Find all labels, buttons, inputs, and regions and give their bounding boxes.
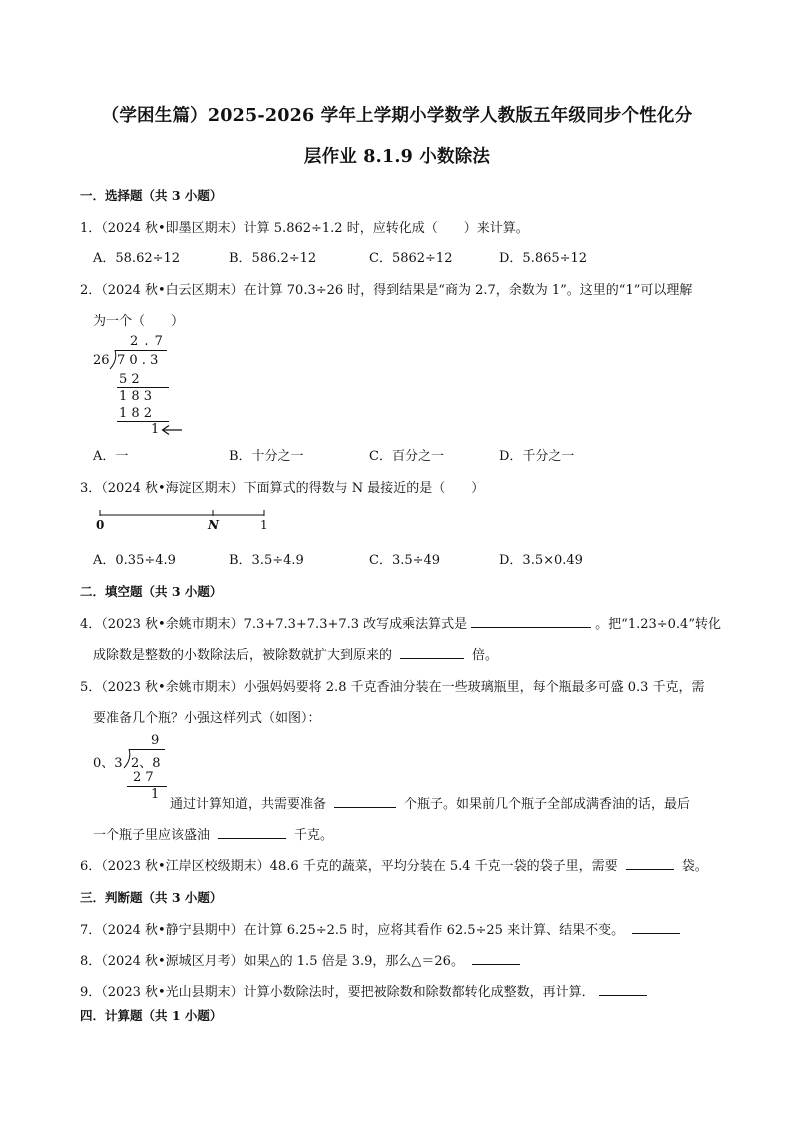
number-line-axis: [93, 509, 273, 521]
question-9-line: [80, 981, 651, 1000]
q6-text-a: 6．（2023 秋•江岸区校级期末）48.6 千克的蔬菜，平均分装在 5.4 千克一袋的袋子里，需要: [80, 859, 618, 874]
q2-option-c: C．百分之一: [369, 449, 444, 464]
q1-option-c: C．5862÷12: [369, 251, 453, 266]
q5-text-c1: 通过计算知道，共需要准备: [170, 797, 327, 812]
q4-text-b2: 倍。: [472, 648, 499, 663]
q1-option-a: A．58.62÷12: [93, 251, 181, 266]
q4-text-a2: 。把“1.23÷0.4”转化: [595, 617, 721, 632]
q5-step-1: 2 7: [133, 770, 154, 785]
q7-text: 7．（2024 秋•静宁县期中）在计算 6.25÷2.5 时，应将其看作 62.5÷25 来计算、结果不变。: [80, 923, 625, 938]
question-4-line-1: [80, 613, 721, 632]
q8-blank[interactable]: [472, 951, 520, 965]
q3-option-b: B．3.5÷4.9: [229, 553, 304, 568]
q3-option-c: C．3.5÷49: [369, 553, 441, 568]
q5-quotient: 9: [151, 733, 160, 748]
q5-long-division-figure: [93, 733, 173, 805]
question-4-line-2: [93, 644, 498, 663]
q2-step-1: 5 2: [119, 372, 140, 387]
q6-blank[interactable]: [626, 856, 674, 870]
q5-blank-2[interactable]: [218, 825, 286, 839]
q2-long-division-figure: [93, 334, 203, 438]
q3-option-d: D．3.5×0.49: [499, 553, 583, 568]
q2-step-2: 1 8 3: [119, 389, 153, 404]
question-5-stem-b: 要准备几个瓶？小强这样列式（如图）：: [93, 711, 321, 726]
number-line-label-1: 1: [260, 518, 268, 532]
q2-dividend: 7 0 . 3: [117, 353, 159, 368]
section-heading-calc: 四．计算题（共 1 小题）: [80, 1008, 223, 1023]
q3-option-a: A．0.35÷4.9: [93, 553, 176, 568]
q5-text-c2: 个瓶子。如果前几个瓶子全部成满香油的话，最后: [404, 797, 691, 812]
q2-option-b: B．十分之一: [229, 449, 304, 464]
q8-text: 8．（2024 秋•源城区月考）如果△的 1.5 倍是 3.9，那么△＝26。: [80, 954, 464, 969]
q6-text-b: 袋。: [681, 859, 708, 874]
q4-blank-1[interactable]: [471, 614, 591, 628]
question-1-stem: 1．（2024 秋•即墨区期末）计算 5.862÷1.2 时，应转化成（ ）来计算。: [80, 221, 529, 236]
q4-blank-2[interactable]: [400, 645, 464, 659]
q5-blank-1[interactable]: [334, 794, 396, 808]
q1-option-b: B．586.2÷12: [229, 251, 317, 266]
question-5-line-d: [93, 824, 333, 843]
q2-quotient: 2 . 7: [130, 334, 164, 349]
q2-option-a: A．一: [93, 449, 129, 464]
q2-step-3: 1 8 2: [119, 406, 153, 421]
question-3-stem: 3．（2024 秋•海淀区期末）下面算式的得数与 N 最接近的是（ ）: [80, 481, 485, 496]
q7-blank[interactable]: [632, 920, 680, 934]
q1-option-d: D．5.865÷12: [499, 251, 588, 266]
question-5-stem-a: 5．（2023 秋•余姚市期末）小强妈妈要将 2.8 千克香油分装在一些玻璃瓶里，每个瓶最多可盛 0.3 千克，需: [80, 680, 705, 695]
q5-text-d2: 千克。: [294, 828, 334, 843]
page-title-line1: （学困生篇）2025-2026 学年上学期小学数学人教版五年级同步个性化分: [101, 106, 693, 126]
question-7-line: [80, 919, 684, 938]
question-2-stem-a: 2．（2024 秋•白云区期末）在计算 70.3÷26 时，得到结果是“商为 2.7，余数为 1”。这里的“1”可以理解: [80, 283, 693, 298]
question-6-line: [80, 855, 708, 874]
q5-divisor: 0、3: [93, 756, 123, 771]
page-title-line2: 层作业 8.1.9 小数除法: [303, 147, 491, 167]
q9-blank[interactable]: [599, 982, 647, 996]
number-line-label-n: N: [208, 518, 219, 532]
question-2-stem-b: 为一个（ ）: [93, 314, 185, 329]
number-line-label-0: 0: [96, 518, 105, 532]
q2-option-d: D．千分之一: [499, 449, 575, 464]
q4-text-b1: 成除数是整数的小数除法后，被除数就扩大到原来的: [93, 648, 393, 663]
q5-text-d1: 一个瓶子里应该盛油: [93, 828, 211, 843]
section-heading-judge: 三．判断题（共 3 小题）: [80, 890, 223, 905]
section-heading-fill: 二．填空题（共 3 小题）: [80, 584, 223, 599]
arrow-left-icon: [161, 424, 183, 436]
q4-text-a1: 4．（2023 秋•余姚市期末）7.3+7.3+7.3+7.3 改写成乘法算式是: [80, 617, 468, 632]
question-5-line-c: [170, 793, 690, 812]
q5-remainder: 1: [151, 787, 160, 802]
q3-number-line: [93, 509, 273, 535]
q2-remainder: 1: [151, 422, 160, 437]
q9-text: 9．（2023 秋•光山县期末）计算小数除法时，要把被除数和除数都转化成整数，再计算．: [80, 985, 595, 1000]
question-8-line: [80, 950, 524, 969]
q2-divisor: 26: [93, 353, 110, 368]
section-heading-choice: 一．选择题（共 3 小题）: [80, 188, 223, 203]
q5-dividend: 2、8: [131, 756, 161, 771]
